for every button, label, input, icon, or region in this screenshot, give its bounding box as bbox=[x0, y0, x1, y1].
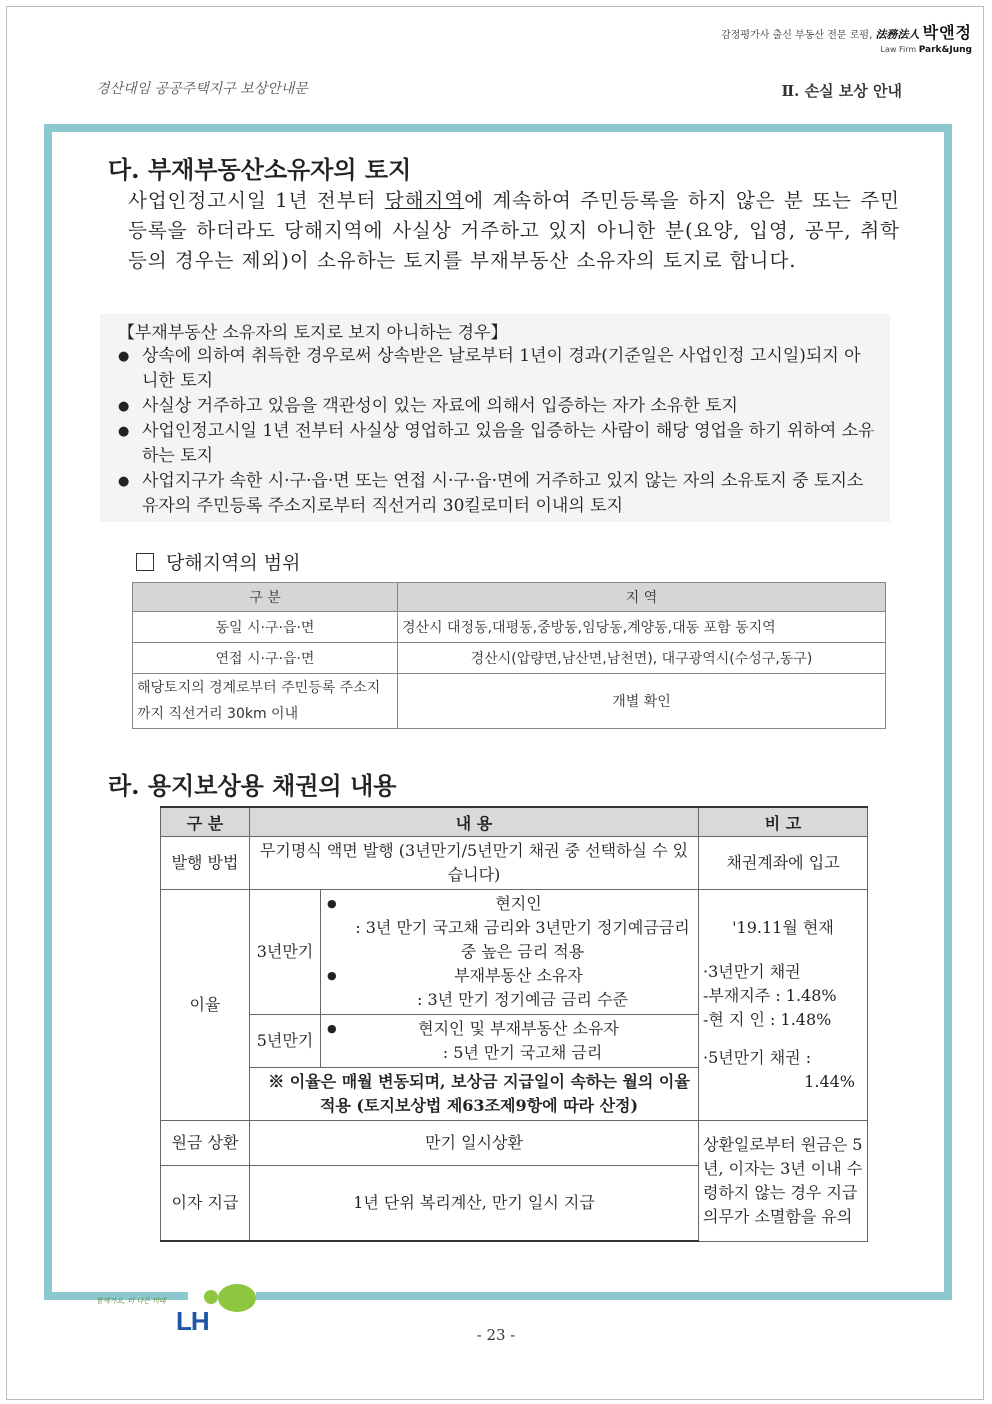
list-item-detail: : 3년 만기 국고채 금리와 3년만기 정기예금금리 중 높은 금리 적용 bbox=[355, 918, 690, 961]
region-scope-title: 당해지역의 범위 bbox=[136, 548, 301, 575]
table-cell: 연접 시·구·읍·면 bbox=[133, 643, 398, 674]
table-row bbox=[161, 890, 868, 1015]
list-item: ● 상속에 의하여 취득한 경우로써 상속받은 날로부터 1년이 경과(기준일은 사업인정 고시일)되지 아니한 토지 bbox=[116, 344, 876, 394]
absentee-owner-paragraph: 사업인정고시일 1년 전부터 당해지역에 계속하여 주민등록을 하지 않은 분 또는 주민등록을 하더라도 당해지역에 사실상 거주하고 있지 아니한 분(요양, 입영, 공무, 취학 등의 경우는 제외)이 소유하는 토지를 부재부동산 소유자의 토지로 합니다. bbox=[128, 189, 900, 272]
table-cell: 해당토지의 경계로부터 주민등록 주소지까지 직선거리 30km 이내 bbox=[133, 674, 398, 729]
table-header: 구 분 bbox=[133, 583, 398, 612]
list-item: ● 현지인 bbox=[325, 892, 694, 916]
section-label: Ⅱ. 손실 보상 안내 bbox=[781, 82, 902, 100]
firm-description: 감정평가사 출신 부동산 전문 로펌, bbox=[721, 30, 873, 41]
table-cell: 1년 단위 복리계산, 만기 일시 지급 bbox=[250, 1166, 699, 1242]
lh-slogan: 함께가요, 더 나은 미래 bbox=[96, 1297, 166, 1305]
document-title: 경산대임 공공주택지구 보상안내문 bbox=[96, 81, 308, 97]
table-cell: 이율 bbox=[161, 890, 250, 1121]
firm-name: 박앤정 bbox=[922, 23, 972, 42]
rate-3y-title: ·3년만기 채권 bbox=[703, 962, 801, 981]
rate-5y-title: ·5년만기 채권 : bbox=[703, 1048, 812, 1067]
table-cell: 무기명식 액면 발행 (3년만기/5년만기 채권 중 선택하실 수 있습니다) bbox=[250, 837, 699, 890]
rate-3y-local: -현 지 인 : 1.48% bbox=[703, 1010, 832, 1029]
table-cell: 5년만기 bbox=[250, 1015, 321, 1068]
heading-da: 다. 부재부동산소유자의 토지 bbox=[108, 155, 412, 184]
firm-hanja: 法務法人 bbox=[875, 28, 920, 41]
table-cell: 채권계좌에 입고 bbox=[699, 837, 868, 890]
table-row bbox=[161, 1121, 868, 1166]
table-cell bbox=[321, 1015, 699, 1068]
region-table bbox=[132, 582, 886, 729]
list-item-detail: : 5년 만기 국고채 금리 bbox=[442, 1043, 603, 1062]
firm-english-name: Park&Jung bbox=[918, 45, 972, 55]
table-cell: 이자 지급 bbox=[161, 1166, 250, 1242]
table-cell: 동일 시·구·읍·면 bbox=[133, 612, 398, 643]
rate-3y-absent: -부재지주 : 1.48% bbox=[703, 986, 837, 1005]
frame-bottom-bar bbox=[44, 1292, 952, 1300]
rate-date: '19.11월 현재 bbox=[732, 918, 834, 937]
table-header: 비 고 bbox=[699, 807, 868, 837]
heading-ra: 라. 용지보상용 채권의 내용 bbox=[108, 771, 397, 800]
table-cell bbox=[699, 890, 868, 1121]
list-item-detail: : 3년 만기 정기예금 금리 수준 bbox=[416, 990, 629, 1009]
exception-box-title: 【부재부동산 소유자의 토지로 보지 아니하는 경우】 bbox=[118, 323, 508, 343]
list-item: ● 사실상 거주하고 있음을 객관성이 있는 자료에 의해서 입증하는 자가 소유한 토지 bbox=[116, 394, 876, 419]
bond-table bbox=[160, 806, 868, 1242]
lh-logo: LH bbox=[176, 1306, 209, 1336]
table-cell: 만기 일시상환 bbox=[250, 1121, 699, 1166]
list-item: ● 현지인 및 부재부동산 소유자 bbox=[325, 1017, 694, 1041]
list-item: ● 사업인정고시일 1년 전부터 사실상 영업하고 있음을 입증하는 사람이 해당 영업을 하기 위하여 소유하는 토지 bbox=[116, 419, 876, 469]
list-item: ● 부재부동산 소유자 bbox=[325, 964, 694, 988]
checkbox-icon bbox=[136, 553, 154, 571]
table-cell: 발행 방법 bbox=[161, 837, 250, 890]
table-row bbox=[133, 643, 886, 674]
table-row bbox=[133, 674, 886, 729]
list-item: ● 사업지구가 속한 시·구·읍·면 또는 연접 시·구·읍·면에 거주하고 있지 않는 자의 소유토지 중 토지소유자의 주민등록 주소지로부터 직선거리 30킬로미터 이내의 토지 bbox=[116, 469, 876, 519]
table-row bbox=[133, 612, 886, 643]
table-cell: 경산시(압량면,남산면,남천면), 대구광역시(수성구,동구) bbox=[398, 643, 886, 674]
table-cell: 3년만기 bbox=[250, 890, 321, 1015]
table-cell: 경산시 대정동,대평동,중방동,임당동,계양동,대동 포함 동지역 bbox=[398, 612, 886, 643]
page-number: - 23 - bbox=[476, 1326, 516, 1344]
firm-sub: Law Firm bbox=[880, 45, 917, 54]
table-row bbox=[161, 837, 868, 890]
rate-5y-value: 1.44% bbox=[804, 1072, 855, 1091]
table-header: 지 역 bbox=[398, 583, 886, 612]
table-cell: 원금 상환 bbox=[161, 1121, 250, 1166]
table-cell: 개별 확인 bbox=[398, 674, 886, 729]
rate-note: ※ 이율은 매월 변동되며, 보상금 지급일이 속하는 월의 이율 적용 (토지보상법 제63조제9항에 따라 산정) bbox=[250, 1068, 699, 1121]
exception-list bbox=[116, 344, 876, 519]
law-firm-logo bbox=[721, 20, 972, 55]
lh-logo-leaf-icon bbox=[218, 1284, 256, 1312]
table-header: 구 분 bbox=[161, 807, 250, 837]
lh-logo-dot-icon bbox=[204, 1290, 218, 1304]
underlined-term: 당해지역 bbox=[384, 189, 465, 212]
table-header: 내 용 bbox=[250, 807, 699, 837]
table-cell bbox=[321, 890, 699, 1015]
table-cell: 상환일로부터 원금은 5년, 이자는 3년 이내 수령하지 않는 경우 지급의무가 소멸함을 유의 bbox=[699, 1121, 868, 1242]
